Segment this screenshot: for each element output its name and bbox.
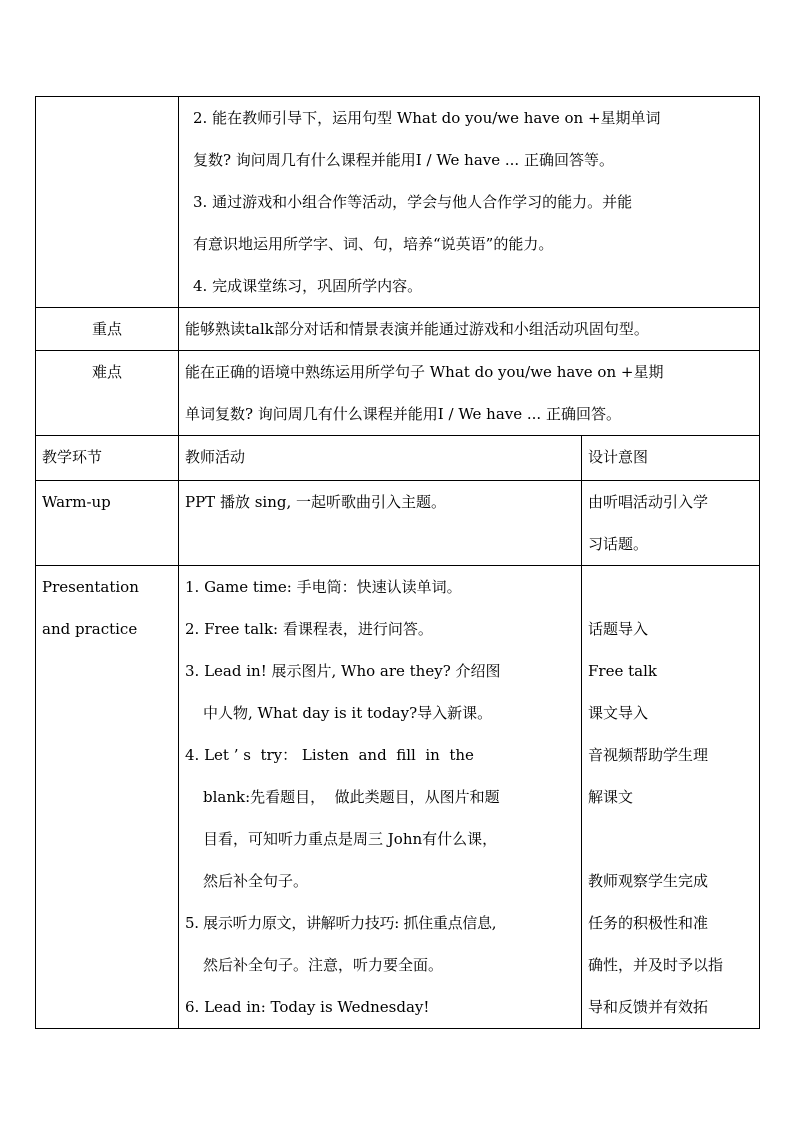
intent-line: 确性，并及时予以指 (588, 956, 724, 974)
header-stage: 教学环节 (42, 448, 103, 466)
activity-line: 中人物, What day is it today?导入新课。 (203, 704, 493, 722)
intent-line: 教师观察学生完成 (588, 872, 709, 890)
objective-line: 有意识地运用所学字、词、句，培养“说英语”的能力。 (193, 235, 554, 253)
activity-line: blank:先看题目， 做此类题目，从图片和题 (203, 788, 500, 806)
activity-line: 2. Free talk: 看课程表，进行问答。 (185, 620, 433, 638)
intent-line: 话题导入 (588, 620, 649, 638)
key-point-row (36, 308, 760, 351)
warmup-intent-cell (582, 481, 760, 566)
difficult-point-line: 能在正确的语境中熟练运用所学句子 What do you/we have on +星期 (185, 363, 664, 381)
intent-line: 课文导入 (588, 704, 649, 722)
presentation-intent-cell (582, 566, 760, 1029)
activity-line: 然后补全句子。 (203, 872, 309, 890)
objective-line: 3. 通过游戏和小组合作等活动，学会与他人合作学习的能力。并能 (193, 193, 633, 211)
header-row (36, 436, 760, 481)
objective-line: 2. 能在教师引导下，运用句型 What do you/we have on +星期单词 (193, 109, 661, 127)
intent-line: 导和反馈并有效拓 (588, 998, 709, 1016)
header-activity: 教师活动 (185, 448, 246, 466)
activity-line: 5. 展示听力原文，讲解听力技巧: 抓住重点信息, (185, 914, 497, 932)
warmup-stage: Warm-up (42, 493, 111, 511)
key-point-label-cell (36, 308, 179, 351)
lesson-plan-table (35, 96, 760, 1029)
objectives-label-cell (36, 97, 179, 308)
presentation-stage-line: and practice (42, 620, 138, 638)
intent-line (588, 818, 753, 860)
presentation-activity-cell (179, 566, 582, 1029)
warmup-intent-line: 由听唱活动引入学 (588, 493, 709, 511)
objective-line: 复数? 询问周几有什么课程并能用I / We have ... 正确回答等。 (193, 151, 614, 169)
header-stage-cell (36, 436, 179, 481)
warmup-activity-cell (179, 481, 582, 566)
warmup-row (36, 481, 760, 566)
activity-line: 3. Lead in! 展示图片, Who are they? 介绍图 (185, 662, 501, 680)
difficult-point-label: 难点 (91, 363, 122, 381)
activity-line: 1. Game time: 手电筒：快速认读单词。 (185, 578, 462, 596)
intent-line: 解课文 (588, 788, 634, 806)
header-intent-cell (582, 436, 760, 481)
intent-line (588, 566, 753, 608)
warmup-activity: PPT 播放 sing, 一起听歌曲引入主题。 (185, 493, 447, 511)
intent-line: 音视频帮助学生理 (588, 746, 709, 764)
header-activity-cell (179, 436, 582, 481)
presentation-stage-cell (36, 566, 179, 1029)
objectives-row (36, 97, 760, 308)
presentation-stage-line: Presentation (42, 578, 139, 596)
objective-line: 4. 完成课堂练习，巩固所学内容。 (193, 277, 423, 295)
key-point-label: 重点 (91, 320, 122, 338)
difficult-point-line: 单词复数? 询问周几有什么课程并能用I / We have ... 正确回答。 (185, 405, 621, 423)
activity-line: 4. Let ’ s try： Listen and fill in the (185, 746, 474, 764)
objectives-cell (179, 97, 760, 308)
difficult-point-cell (179, 351, 760, 436)
activity-line: 目看，可知听力重点是周三 John有什么课， (203, 830, 498, 848)
key-point-cell (179, 308, 760, 351)
activity-line: 6. Lead in: Today is Wednesday! (185, 998, 430, 1016)
key-point-text: 能够熟读talk部分对话和情景表演并能通过游戏和小组活动巩固句型。 (185, 320, 649, 338)
warmup-stage-cell (36, 481, 179, 566)
intent-line: Free talk (588, 662, 657, 680)
difficult-point-row (36, 351, 760, 436)
activity-line: 然后补全句子。注意，听力要全面。 (203, 956, 444, 974)
presentation-row (36, 566, 760, 1029)
intent-line: 任务的积极性和准 (588, 914, 709, 932)
warmup-intent-line: 习话题。 (588, 535, 649, 553)
difficult-point-label-cell (36, 351, 179, 436)
header-intent: 设计意图 (588, 448, 649, 466)
